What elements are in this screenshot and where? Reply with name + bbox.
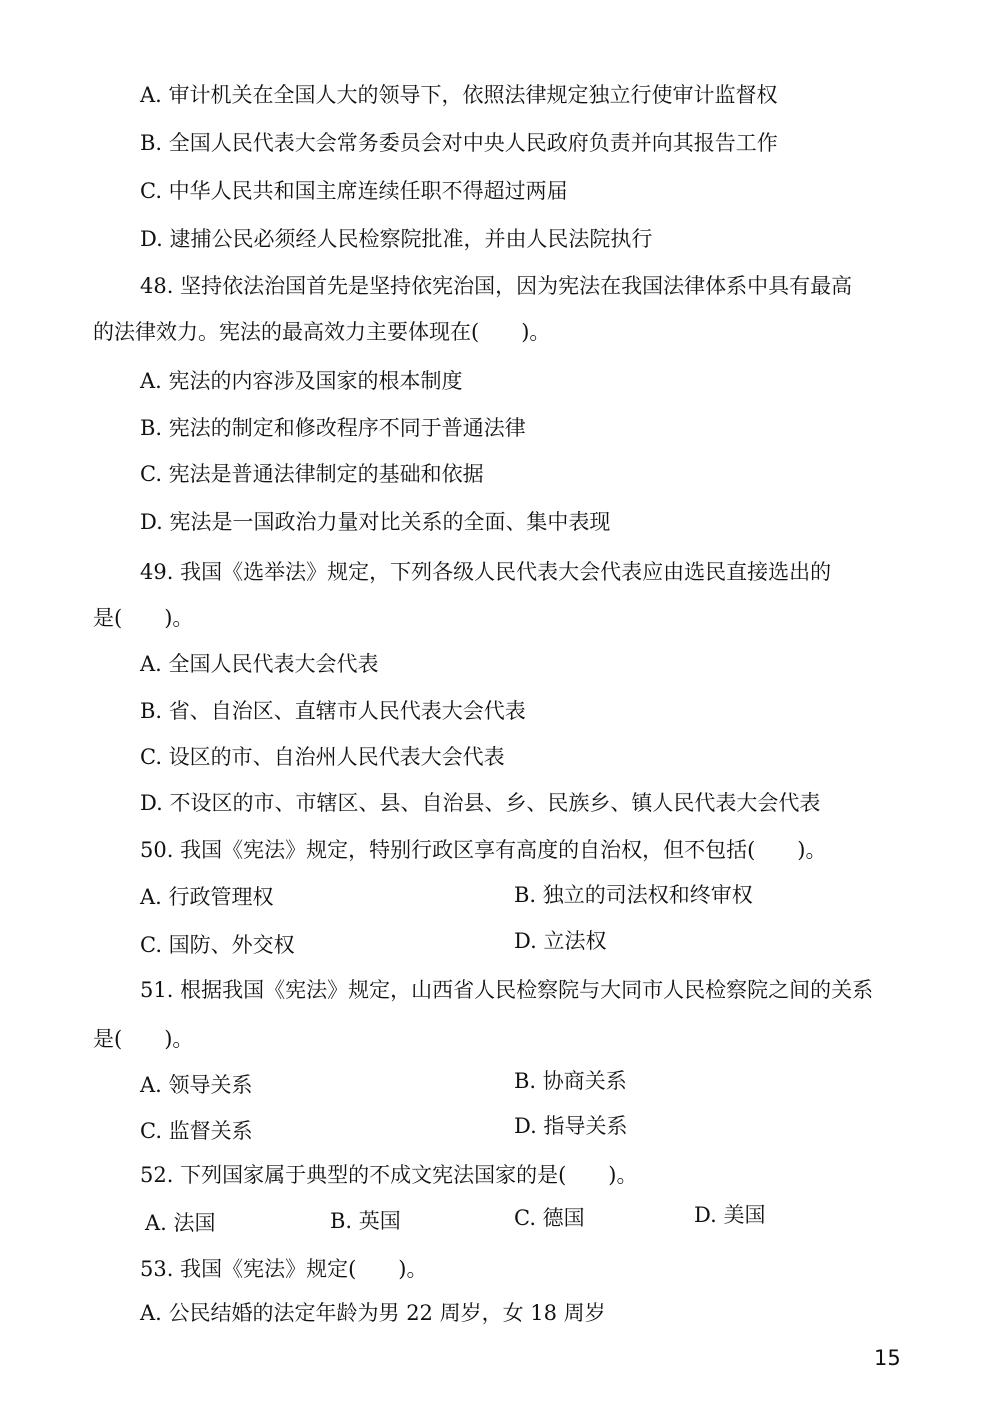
option-c: C. 设区的市、自治州人民代表大会代表	[140, 745, 505, 769]
question-stem: 48. 坚持依法治国首先是坚持依宪治国，因为宪法在我国法律体系中具有最高	[140, 274, 853, 298]
option-a: A. 行政管理权	[140, 885, 274, 909]
option-c: C. 国防、外交权	[140, 933, 295, 957]
question-stem-continued: 的法律效力。宪法的最高效力主要体现在( )。	[93, 320, 551, 344]
question-stem: 53. 我国《宪法》规定( )。	[140, 1257, 428, 1281]
question-stem: 50. 我国《宪法》规定，特别行政区享有高度的自治权，但不包括( )。	[140, 838, 827, 862]
option-a: A. 审计机关在全国人大的领导下，依照法律规定独立行使审计监督权	[140, 83, 778, 107]
option-d: D. 立法权	[514, 929, 607, 953]
option-a: A. 宪法的内容涉及国家的根本制度	[140, 369, 463, 393]
option-d: D. 宪法是一国政治力量对比关系的全面、集中表现	[140, 510, 611, 534]
question-stem: 51. 根据我国《宪法》规定，山西省人民检察院与大同市人民检察院之间的关系	[140, 978, 874, 1002]
option-a: A. 领导关系	[140, 1073, 253, 1097]
page-number: 15	[874, 1346, 901, 1370]
option-b: B. 独立的司法权和终审权	[514, 883, 753, 907]
option-d: D. 指导关系	[514, 1114, 628, 1138]
option-b: B. 协商关系	[514, 1069, 627, 1093]
question-stem-continued: 是( )。	[93, 1027, 194, 1051]
option-b: B. 全国人民代表大会常务委员会对中央人民政府负责并向其报告工作	[140, 131, 778, 155]
option-d: D. 不设区的市、市辖区、县、自治县、乡、民族乡、镇人民代表大会代表	[140, 791, 821, 815]
option-b: B. 宪法的制定和修改程序不同于普通法律	[140, 416, 526, 440]
option-b: B. 英国	[330, 1209, 401, 1233]
option-c: C. 宪法是普通法律制定的基础和依据	[140, 462, 484, 486]
option-c: C. 中华人民共和国主席连续任职不得超过两届	[140, 179, 568, 203]
option-d: D. 美国	[694, 1203, 766, 1227]
option-b: B. 省、自治区、直辖市人民代表大会代表	[140, 699, 526, 723]
option-a: A. 全国人民代表大会代表	[140, 652, 379, 676]
option-c: C. 德国	[514, 1206, 585, 1230]
question-stem-continued: 是( )。	[93, 606, 194, 630]
question-stem: 49. 我国《选举法》规定，下列各级人民代表大会代表应由选民直接选出的	[140, 560, 832, 584]
option-a: A. 法国	[145, 1211, 216, 1235]
option-a: A. 公民结婚的法定年龄为男 22 周岁，女 18 周岁	[140, 1301, 606, 1325]
option-c: C. 监督关系	[140, 1119, 253, 1143]
question-stem: 52. 下列国家属于典型的不成文宪法国家的是( )。	[140, 1163, 638, 1187]
option-d: D. 逮捕公民必须经人民检察院批准，并由人民法院执行	[140, 227, 653, 251]
